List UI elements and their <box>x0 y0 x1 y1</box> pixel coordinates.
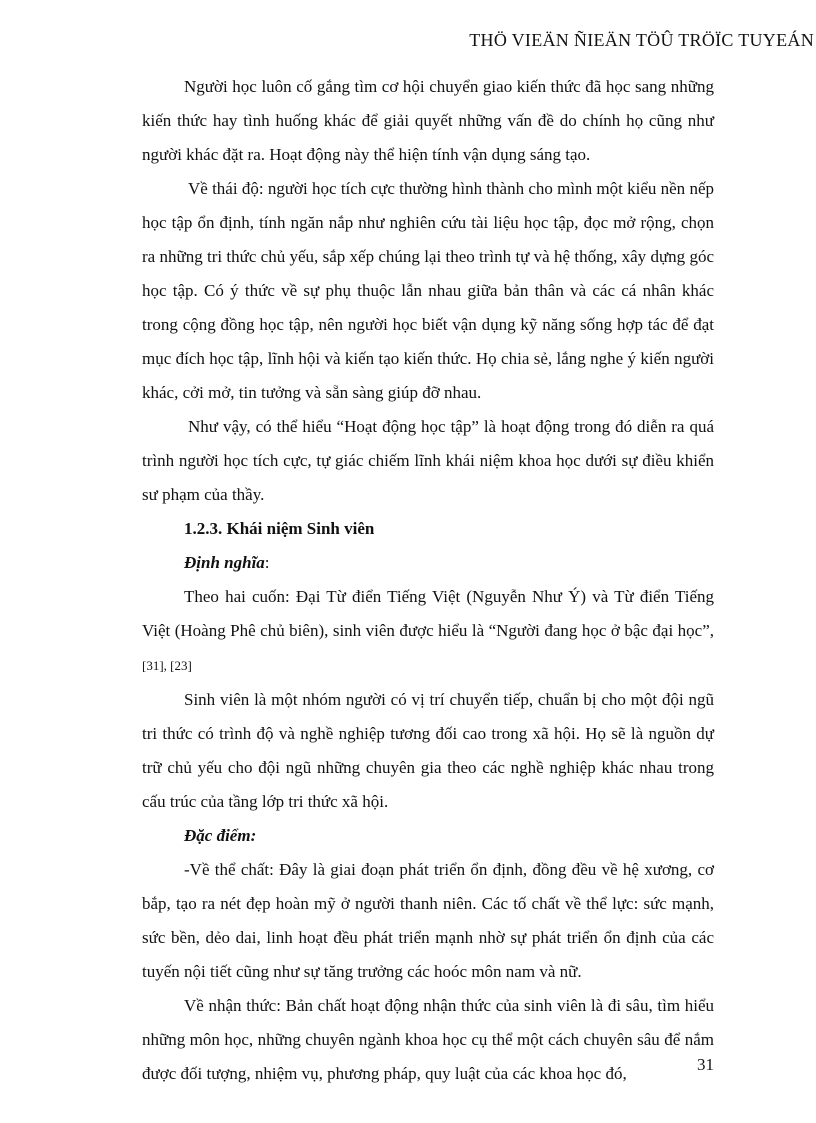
definition-heading <box>142 546 714 580</box>
paragraph-physical: -Về thể chất: Đây là giai đoạn phát triển ổn định, đồng đều về hệ xương, cơ bắp, tạo ra nét đẹp hoàn mỹ ở người thanh niên. Các tố chất về thể lực: sức mạnh, sức bền, dẻo dai, linh hoạt đều phát triển mạnh nhờ sự phát triển ổn định của các tuyến nội tiết cũng như sự tăng trưởng các hoóc môn nam và nữ. <box>142 860 714 981</box>
page-number: 31 <box>697 1055 714 1074</box>
definition-text: Theo hai cuốn: Đại Từ điển Tiếng Việt (Nguyễn Như Ý) và Từ điển Tiếng Việt (Hoàng Phê chủ biên), sinh viên được hiểu là “Người đang học ở bậc đại học”, <box>142 587 714 640</box>
section-heading: 1.2.3. Khái niệm Sinh viên <box>184 519 375 538</box>
paragraph-student: Sinh viên là một nhóm người có vị trí chuyển tiếp, chuẩn bị cho một đội ngũ tri thức có trình độ và nghề nghiệp tương đối cao trong xã hội. Họ sẽ là nguồn dự trữ chủ yếu cho đội ngũ những chuyên gia theo các nghề nghiệp khác nhau trong cấu trúc của tầng lớp tri thức xã hội. <box>142 690 714 811</box>
paragraph-attitude: Về thái độ: người học tích cực thường hình thành cho mình một kiểu nền nếp học tập ổn định, tính ngăn nắp như nghiên cứu tài liệu học tập, đọc mở rộng, chọn ra những tri thức chủ yếu, sắp xếp chúng lại theo trình tự và hệ thống, xây dựng góc học tập. Có ý thức về sự phụ thuộc lẫn nhau giữa bản thân và các cá nhân khác trong cộng đồng học tập, nên người học biết vận dụng kỹ năng sống hợp tác để đạt mục đích học tập, lĩnh hội và kiến tạo kiến thức. Họ chia sẻ, lắng nghe ý kiến người khác, cởi mở, tin tưởng và sẵn sàng giúp đỡ nhau. <box>142 179 714 402</box>
paragraph-knowledge-transfer: Người học luôn cố gắng tìm cơ hội chuyển giao kiến thức đã học sang những kiến thức hay tình huống khác để giải quyết những vấn đề do chính họ cũng như người khác đặt ra. Hoạt động này thể hiện tính vận dụng sáng tạo. <box>142 77 714 164</box>
page-header: THÖ VIEÄN ÑIEÄN TÖÛ TRÖÏC TUYEÁN <box>469 30 814 50</box>
definition-label: Định nghĩa <box>184 553 265 572</box>
paragraph-cognition: Về nhận thức: Bản chất hoạt động nhận thức của sinh viên là đi sâu, tìm hiểu những môn học, những chuyên ngành khoa học cụ thể một cách chuyên sâu để nắm được đối tượng, nhiệm vụ, phương pháp, quy luật của các khoa học đó, <box>142 996 714 1083</box>
page-body <box>142 70 714 1091</box>
paragraph-definition <box>142 580 714 683</box>
features-heading: Đặc điểm: <box>184 826 257 845</box>
definition-citation: [31], [23] <box>142 658 192 673</box>
definition-colon: : <box>264 553 270 572</box>
paragraph-learning-activity: Như vậy, có thể hiểu “Hoạt động học tập” là hoạt động trong đó diễn ra quá trình người học tích cực, tự giác chiếm lĩnh khái niệm khoa học dưới sự điều khiển sư phạm của thầy. <box>142 417 714 504</box>
